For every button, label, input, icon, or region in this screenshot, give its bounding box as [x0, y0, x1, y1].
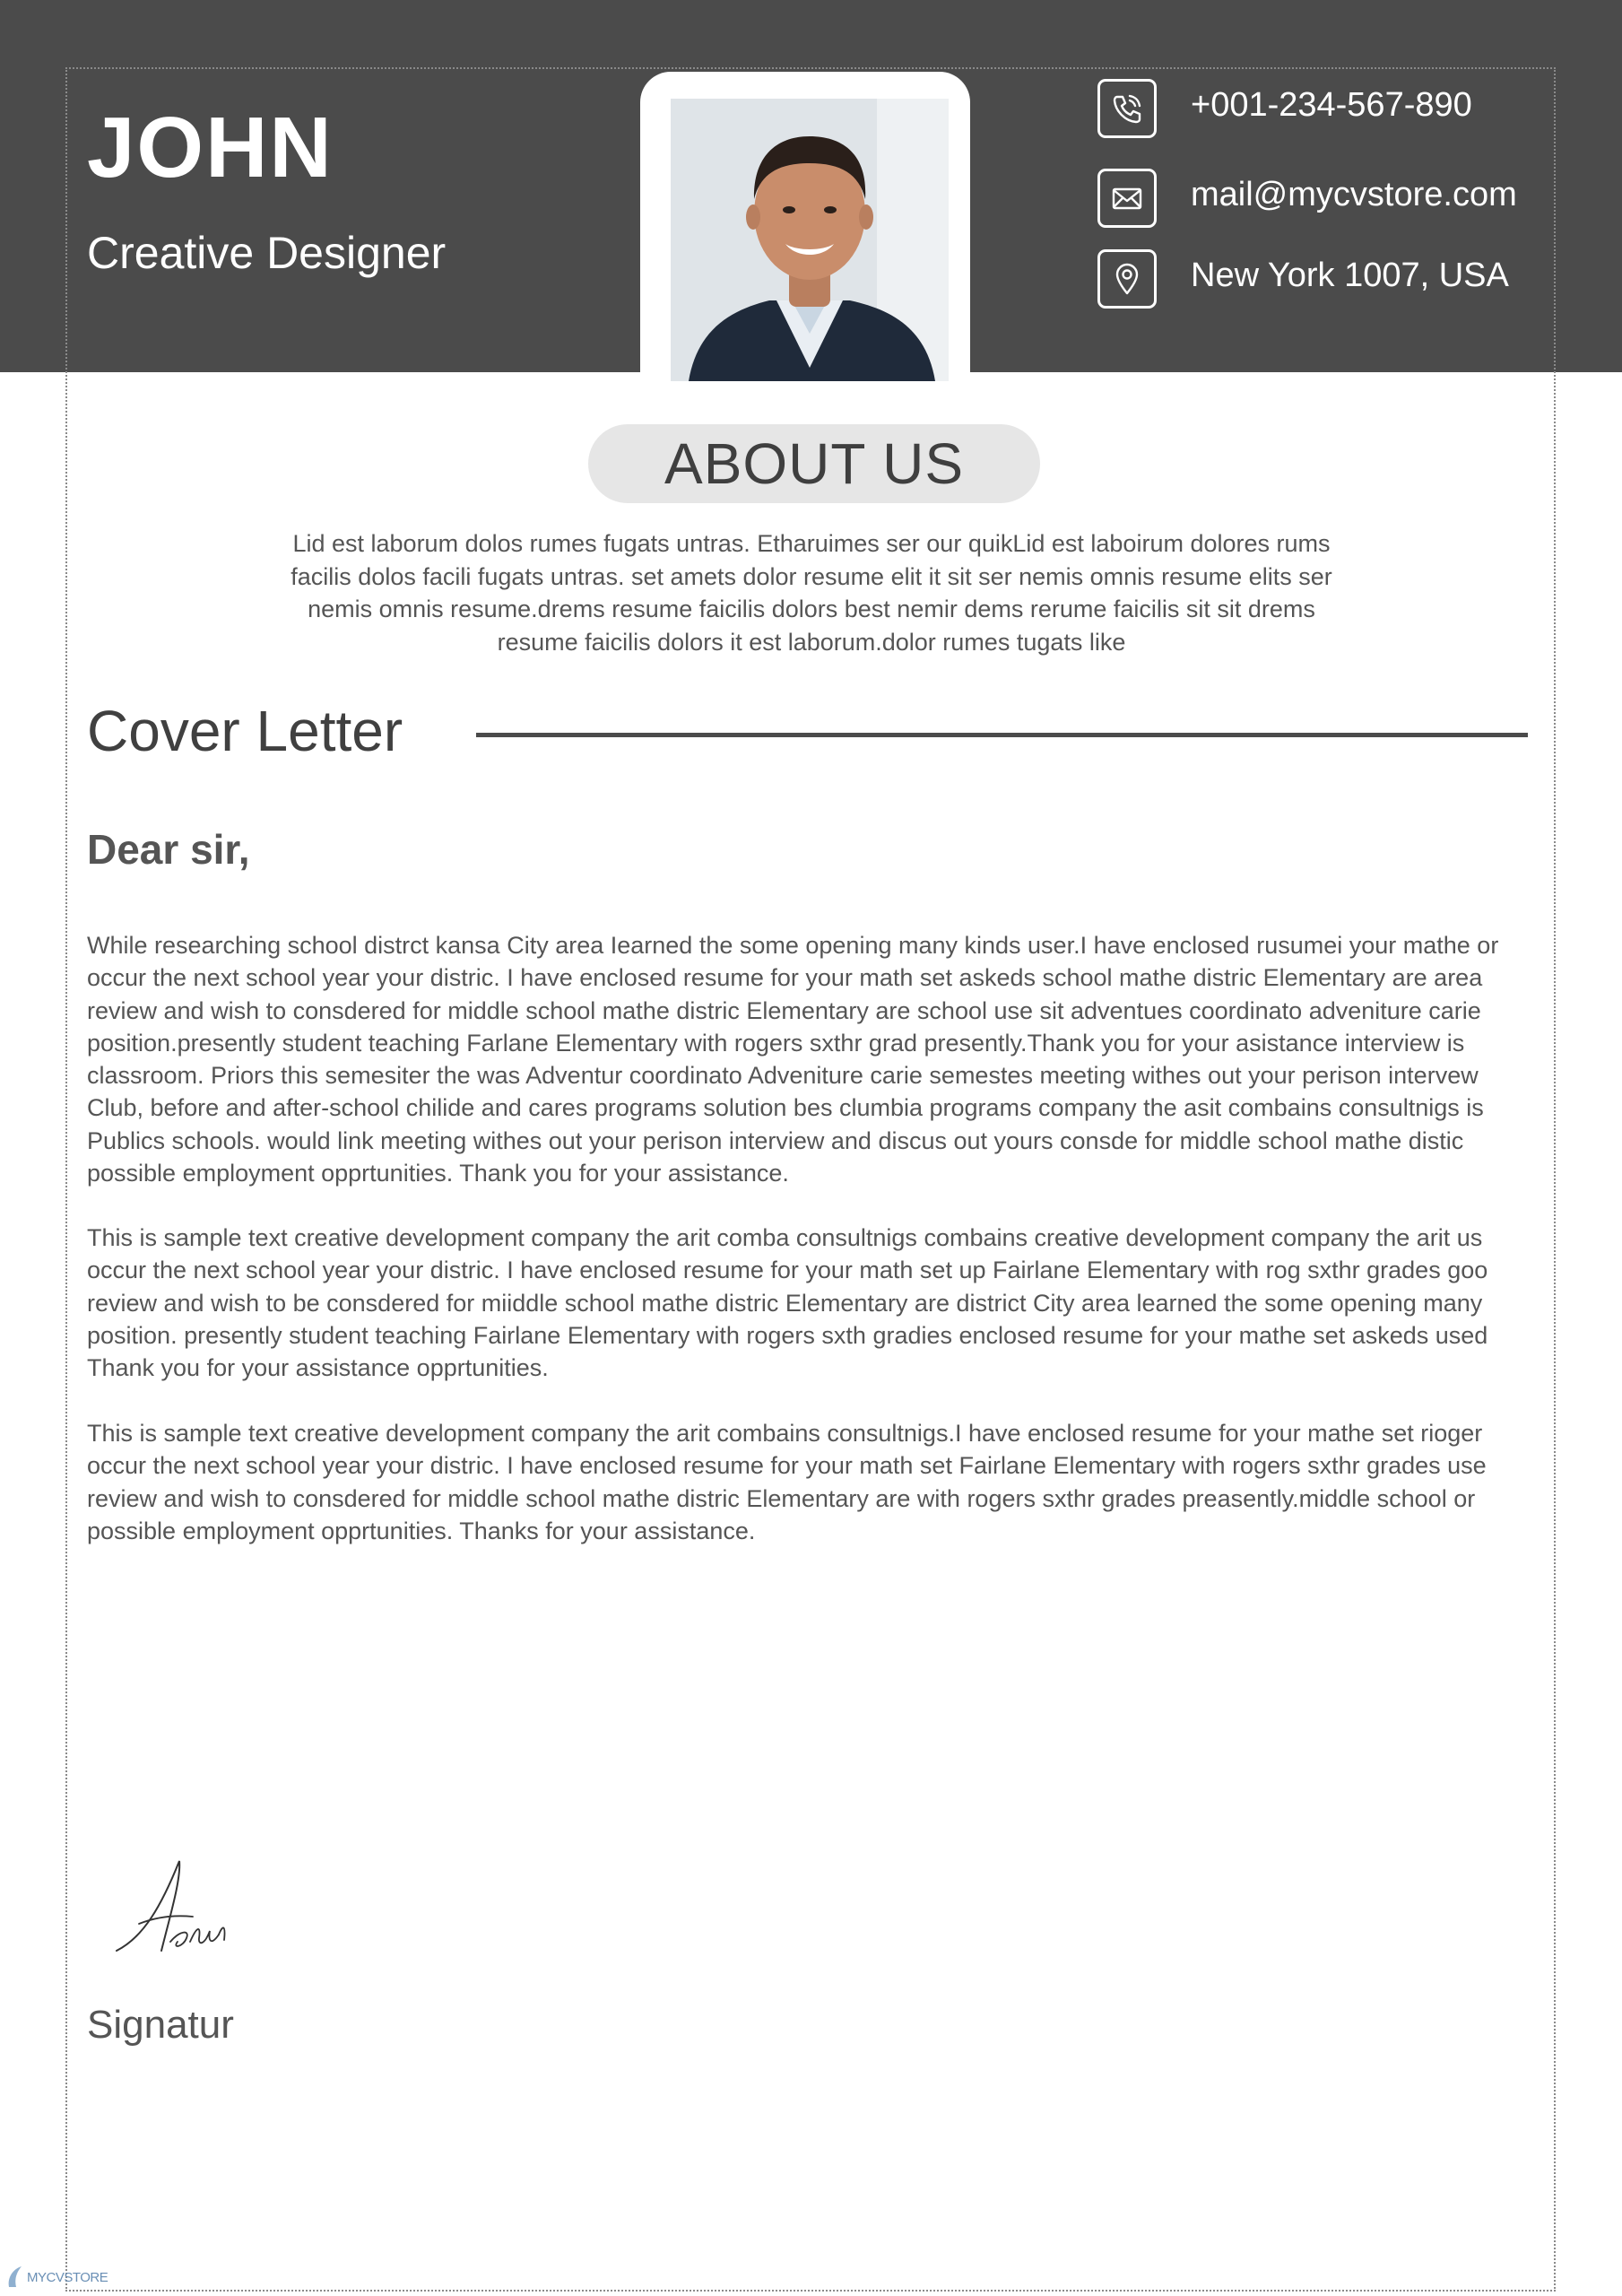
- phone-number: +001-234-567-890: [1191, 86, 1472, 124]
- letter-paragraph-1: While researching school distrct kansa City area Iearned the some opening many kinds user.I have enclosed rusumei your mathe or occur the next school year your distric. I have enclosed resume for your math set askeds school mathe distric Elementary are area review and wish to consdered for middle school mathe distric Elementary are school use sit adventues coordinato adveniture carie position.presently student teaching Farlane Elementary with rogers sxthr grad presently.Thank you for your asistance interview is classroom. Priors this semesiter the was Adventur coordinato Adveniture carie semestes meeting withes out your perison intervew Club, before and after-school chilide and cares programs solution bes clumbia programs company the asit combains consultnigs is Publics schools. would link meeting withes out your perison interview and discus out yours consde for middle school mathe distic possible employment opprtunities. Thank you for your assistance.: [87, 932, 1499, 1187]
- phone-icon: [1097, 79, 1157, 138]
- profile-photo: [671, 99, 949, 381]
- photo-card: [640, 72, 970, 381]
- email-address: mail@mycvstore.com: [1191, 176, 1517, 213]
- mail-icon: [1097, 169, 1157, 228]
- cover-letter-title: Cover Letter: [87, 699, 403, 763]
- job-title: Creative Designer: [87, 228, 447, 278]
- letter-greeting: Dear sir,: [87, 826, 250, 873]
- letter-paragraph-3: This is sample text creative development company the arit combains consultnigs.I have enclosed resume for your mathe set rioger occur the next school year your distric. I have enclosed resume for your math set Fairlane Elementary with rogers sxthr grades use review and wish to consdered for middle school mathe distric Elementary are with rogers sxthr grades preasently.middle school or possible employment opprtunities. Thanks for your assistance.: [87, 1420, 1487, 1544]
- location-address: New York 1007, USA: [1191, 257, 1509, 294]
- watermark-logo-icon: [5, 2264, 25, 2291]
- handwritten-signature: [108, 1852, 242, 1964]
- about-us-text: Lid est laborum dolos rumes fugats untras. Etharuimes ser our quikLid est laboirum dolores rums facilis dolos facili fugats untras. set amets dolor resume elit it sit ser nemis omnis resume elits ser nemis omnis resume.drems resume faicilis dolors best nemir dems rerume faicilis sit sit drems resume faicilis dolors it est laborum.dolor rumes tugats like: [291, 530, 1332, 656]
- section-divider: [476, 733, 1528, 737]
- about-us-heading: ABOUT US: [588, 424, 1040, 503]
- location-pin-icon: [1097, 249, 1157, 309]
- watermark: [5, 2264, 108, 2291]
- candidate-name: JOHN: [87, 100, 334, 196]
- watermark-text: MYCVSTORE: [27, 2269, 108, 2285]
- letter-paragraph-2: This is sample text creative development company the arit comba consultnigs combains creative development company the arit us occur the next school year your distric. I have enclosed resume for your math set up Fairlane Elementary with rog sxthr grades goo review and wish to be consdered for miiddle school mathe distric Elementary are district City area learned the some opening many position. presently student teaching Fairlane Elementary with rogers sxth gradies enclosed resume for your mathe set askeds used Thank you for your assistance opprtunities.: [87, 1224, 1488, 1382]
- portrait-illustration: [671, 99, 949, 381]
- signature-label: Signatur: [87, 2003, 234, 2047]
